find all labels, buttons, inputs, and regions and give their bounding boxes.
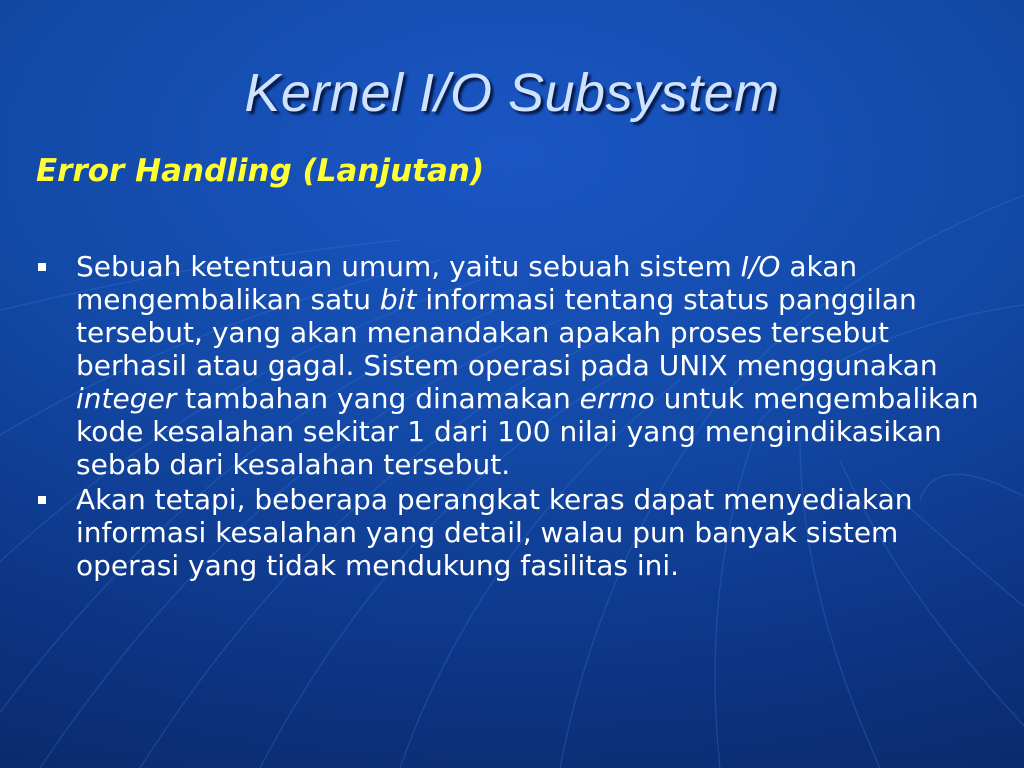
bullet-list <box>36 250 996 584</box>
square-bullet-icon <box>38 496 46 504</box>
square-bullet-icon <box>38 263 46 271</box>
bullet-text: Akan tetapi, beberapa perangkat keras dapat menyediakan informasi kesalahan yang detail, walau pun banyak sistem operasi yang tidak mendukung fasilitas ini. <box>76 483 913 582</box>
bullet-item <box>36 250 996 481</box>
bullet-item <box>36 483 996 582</box>
slide-title: Kernel I/O Subsystem <box>244 63 780 123</box>
slide-subtitle: Error Handling (Lanjutan) <box>36 153 485 189</box>
bullet-text: Sebuah ketentuan umum, yaitu sebuah sistem I/O akan mengembalikan satu bit informasi tentang status panggilan tersebut, yang akan menandakan apakah proses tersebut berhasil atau gagal. Sistem operasi pada UNIX menggunakan integer tambahan yang dinamakan errno untuk mengembalikan kode kesalahan sekitar 1 dari 100 nilai yang mengindikasikan sebab dari kesalahan tersebut. <box>76 250 979 481</box>
